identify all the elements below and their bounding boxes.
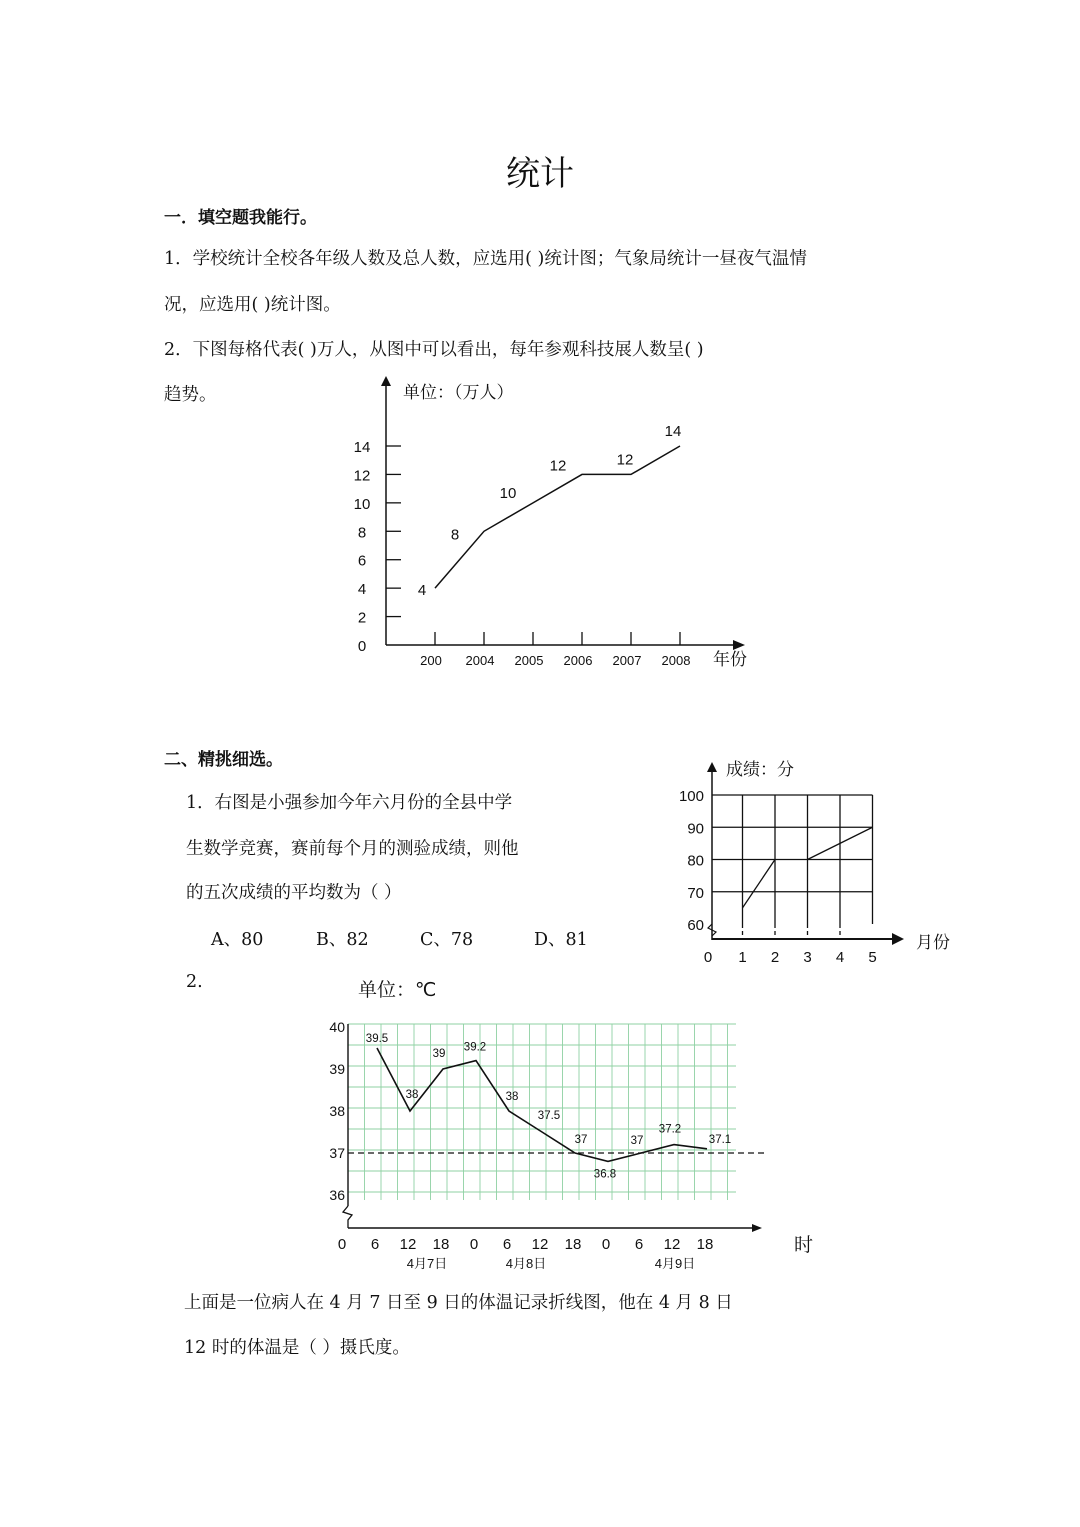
day-label: 4月7日 [406,1256,448,1271]
series-line [377,1048,707,1161]
y-tick-label: 6 [357,552,367,570]
x-tick-label: 3 [803,949,812,966]
x-tick-label: 18 [564,1236,582,1253]
y-tick-label: 12 [353,467,371,485]
data-label: 12 [549,457,567,475]
x-tick-label: 18 [432,1236,450,1253]
option-b: B、82 [316,930,369,950]
data-label: 38 [505,1091,519,1103]
page-title: 统计 [506,154,574,194]
x-tick-label: 0 [601,1236,611,1253]
y-tick-label: 10 [353,495,371,513]
day-label: 4月9日 [654,1256,696,1271]
y-tick-label: 4 [357,581,367,599]
data-label: 10 [499,484,517,502]
y-tick-label: 0 [357,638,367,655]
y-tick-label: 40 [329,1019,345,1035]
s1-q2-line2: 趋势。 [164,385,217,405]
x-tick-label: 5 [868,949,877,966]
section-1-heading: 一．填空题我能行。 [164,208,317,228]
x-tick-label: 12 [531,1236,549,1253]
x-tick-label: 0 [337,1236,347,1253]
x-tick-label: 2007 [612,653,642,668]
s2-q1-line2: 生数学竞赛，赛前每个月的测验成绩，则他 [186,839,519,859]
x-tick-label: 12 [663,1236,681,1253]
y-unit-label: 单位：（万人） [403,383,514,402]
x-tick-label: 12 [399,1236,417,1253]
y-tick-label: 60 [687,917,704,934]
s2-q1-line1: 1．右图是小强参加今年六月份的全县中学 [186,793,513,813]
x-unit-label: 年份 [713,650,747,669]
x-tick-label: 18 [696,1236,714,1253]
y-tick-label: 14 [353,439,371,456]
y-tick-label: 2 [357,609,367,627]
x-tick-label: 2008 [661,653,691,668]
data-label: 39 [432,1048,446,1060]
data-label: 39.2 [463,1041,487,1054]
x-tick-label: 6 [634,1236,644,1253]
s2-q2-label: 2. [186,972,203,992]
y-tick-label: 38 [329,1103,345,1119]
x-tick-label: 6 [370,1236,380,1253]
x-tick-label: 4 [835,949,845,966]
x-tick-label: 0 [469,1236,479,1253]
section-2-heading: 二、精挑细选。 [164,750,283,770]
option-a: A、80 [211,930,264,950]
axis-break [343,1206,352,1228]
data-label: 8 [450,526,460,544]
data-label: 37 [574,1134,588,1146]
x-tick-label: 6 [502,1236,512,1253]
y-tick-label: 8 [357,524,367,542]
x-tick-label: 2004 [465,653,495,668]
option-c: C、78 [420,930,474,950]
x-tick-label: 200 [420,653,442,668]
x-tick-label: 2 [770,949,780,966]
data-label: 37 [630,1135,644,1147]
s2-q2-text-line2: 12 时的体温是（ ）摄氏度。 [184,1338,410,1358]
s1-q1-line2: 况，应选用( )统计图。 [164,295,341,315]
y-tick-label: 80 [687,852,704,870]
x-tick-label: 0 [703,949,713,966]
y-unit-label: 成绩：分 [726,760,794,779]
s1-q1-line1: 1．学校统计全校各年级人数及总人数，应选用( )统计图；气象局统计一昼夜气温情 [164,249,807,269]
y-unit-label: 单位：℃ [358,980,437,1001]
data-label: 12 [616,451,634,469]
x-tick-label: 2006 [563,653,593,668]
x-unit-label: 时 [794,1235,814,1256]
s2-q1-line3: 的五次成绩的平均数为（ ） [186,883,402,903]
y-tick-label: 36 [329,1187,345,1203]
data-label: 14 [664,423,682,440]
data-label: 37.5 [537,1110,561,1122]
y-tick-label: 90 [687,820,704,838]
x-unit-label: 月份 [916,933,950,952]
data-label: 38 [405,1089,419,1101]
y-tick-label: 100 [678,788,704,805]
s2-q2-text-line1: 上面是一位病人在 4 月 7 日至 9 日的体温记录折线图，他在 4 月 8 日 [184,1293,733,1313]
y-tick-label: 70 [687,884,704,902]
x-axis-arrow [752,1224,762,1232]
s1-q2-line1: 2．下图每格代表( )万人，从图中可以看出，每年参观科技展人数呈( ) [164,340,704,360]
x-tick-label: 2005 [514,653,544,668]
data-label: 4 [417,582,427,600]
data-label: 36.8 [593,1168,617,1181]
y-tick-label: 39 [329,1061,345,1077]
y-tick-label: 37 [329,1145,345,1161]
data-label: 37.1 [708,1133,732,1146]
data-label: 37.2 [658,1123,682,1136]
data-label: 39.5 [365,1033,389,1045]
day-label: 4月8日 [505,1256,547,1271]
x-tick-label: 1 [738,949,747,966]
option-d: D、81 [534,930,588,950]
